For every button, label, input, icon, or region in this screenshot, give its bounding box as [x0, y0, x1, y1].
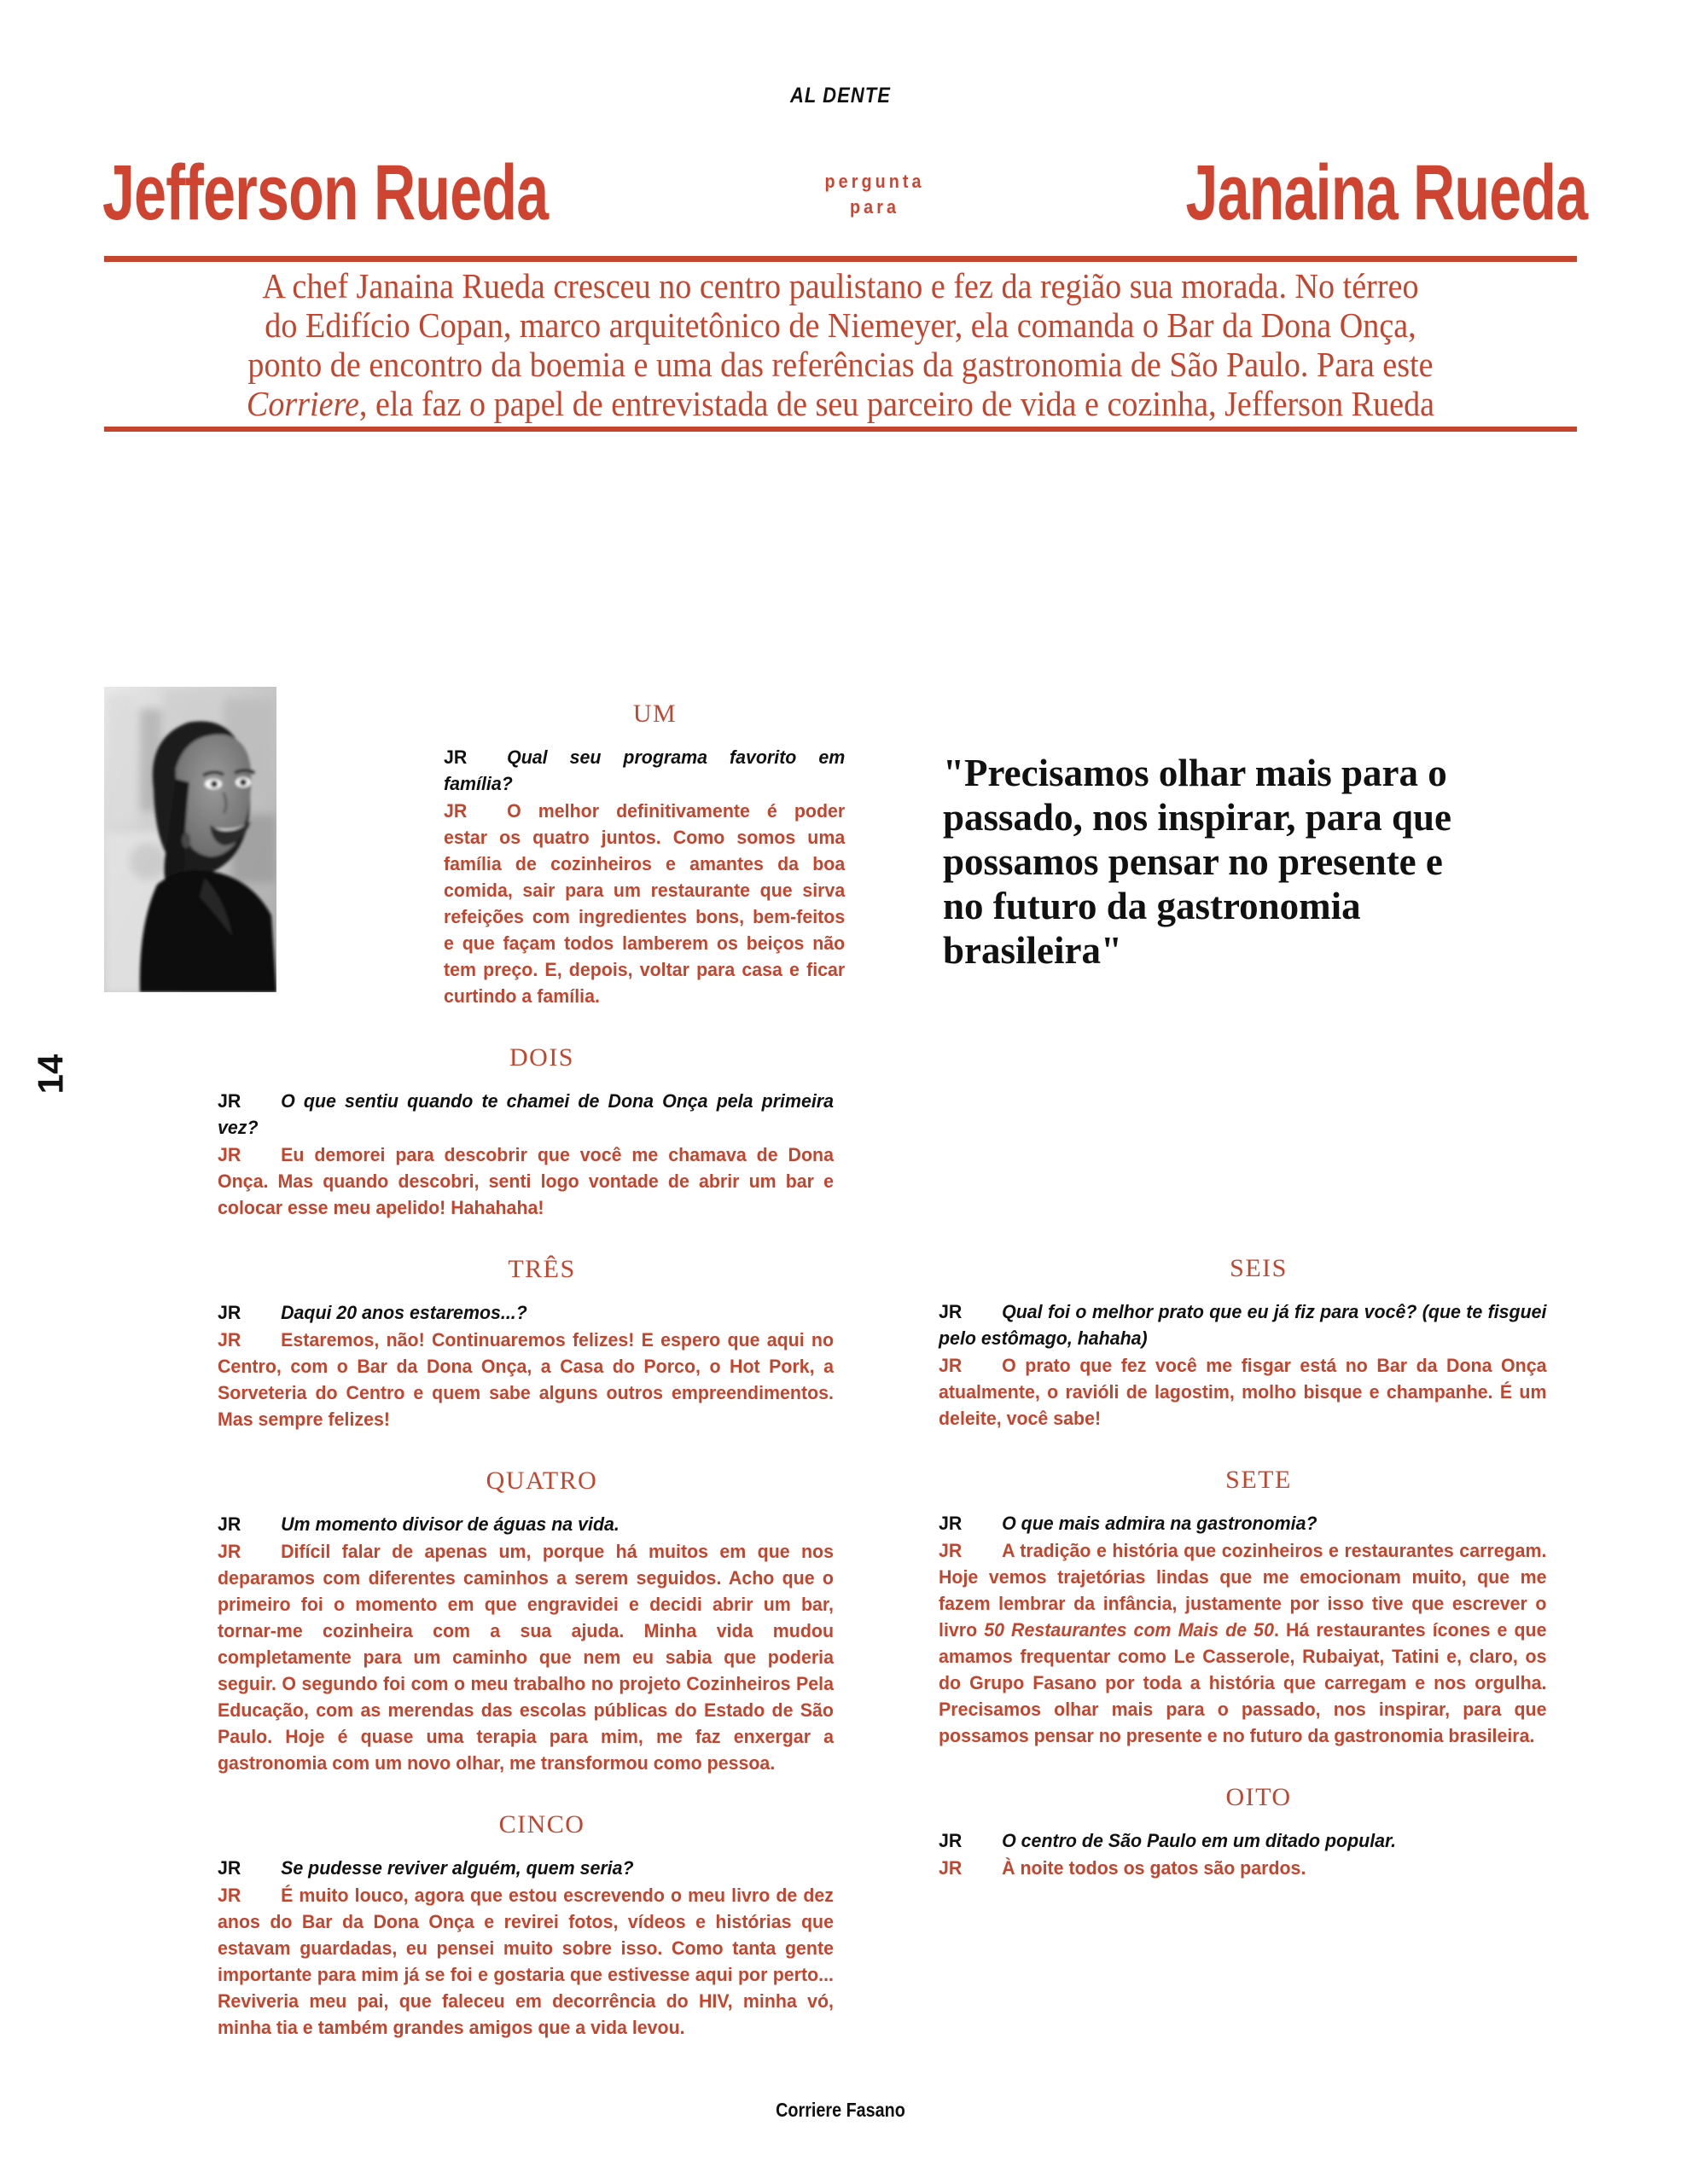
section-seis — [939, 1254, 1579, 1432]
qa-block-dois — [218, 1088, 834, 1221]
standfirst-publication-name: Corriere — [246, 384, 359, 423]
question-text-quatro: Um momento divisor de águas na vida. — [281, 1513, 619, 1535]
spacer-sete-oito — [939, 1749, 1579, 1783]
page-number: 14 — [30, 1054, 71, 1095]
qa-block-sete — [939, 1510, 1547, 1749]
connector-line-2: para — [849, 196, 899, 218]
speaker-tag-answer-um: JR — [444, 800, 468, 822]
headline-connector — [824, 152, 924, 220]
question-text-dois: O que sentiu quando te chamei de Dona Onça pela primeira vez? — [218, 1090, 835, 1138]
speaker-tag-question-tres: JR — [218, 1302, 241, 1323]
speaker-tag-question-sete: JR — [939, 1513, 963, 1534]
speaker-tag-question-cinco: JR — [218, 1857, 241, 1879]
answer-seis — [939, 1352, 1547, 1432]
section-cinco — [218, 1810, 866, 2041]
answer-sete — [939, 1537, 1547, 1749]
spacer-um-dois — [218, 1009, 866, 1043]
spacer-quatro-cinco — [218, 1776, 866, 1810]
rule-below-standfirst — [104, 427, 1577, 432]
footer-publication: Corriere Fasano — [776, 2099, 905, 2121]
speaker-tag-answer-tres: JR — [218, 1329, 241, 1350]
speaker-tag-answer-seis: JR — [939, 1355, 963, 1376]
spacer-tres-quatro — [218, 1432, 866, 1467]
question-text-oito: O centro de São Paulo em um ditado popular. — [1002, 1830, 1397, 1851]
answer-text-um: O melhor definitivamente é poder estar os quatro juntos. Como somos uma família de cozinheiros e amantes da boa comida, sair para um restaurante que sirva refeições com ingredientes bons, bem-feitos e que façam todos lamberem os beiços não tem preço. E, depois, voltar para casa e ficar curtindo a família. — [444, 800, 846, 1007]
speaker-tag-question-quatro: JR — [218, 1513, 241, 1535]
speaker-tag-answer-quatro: JR — [218, 1541, 241, 1562]
question-cinco — [218, 1855, 834, 1881]
headline-row — [102, 149, 1587, 246]
qa-block-seis — [939, 1298, 1547, 1432]
qa-block-um — [444, 744, 845, 1009]
question-dois — [218, 1088, 834, 1141]
pull-quote: "Precisamos olhar mais para o passado, nos inspirar, para que possamos pensar no presente e no futuro da gastronomia brasileira" — [943, 752, 1452, 972]
answer-text-seis: O prato que fez você me fisgar está no Bar da Dona Onça atualmente, o ravióli de lagostim, molho bisque e champanhe. É um deleite, você sabe! — [939, 1355, 1547, 1429]
headline-interviewee-name: Janaina Rueda — [1185, 149, 1587, 236]
section-dois — [218, 1043, 866, 1221]
speaker-tag-answer-cinco: JR — [218, 1885, 241, 1906]
question-text-cinco: Se pudesse reviver alguém, quem seria? — [281, 1857, 634, 1879]
answer-text-tres: Estaremos, não! Continuaremos felizes! E espero que aqui no Centro, com o Bar da Dona Onça, a Casa do Porco, o Hot Pork, a Sorveteria do Centro e quem sabe alguns outros empreendimentos. Mas sempre felizes! — [218, 1329, 835, 1430]
answer-tres — [218, 1327, 834, 1432]
left-column — [218, 700, 866, 2041]
question-text-tres: Daqui 20 anos estaremos...? — [281, 1302, 527, 1323]
speaker-tag-question-seis: JR — [939, 1301, 963, 1322]
answer-um — [444, 798, 845, 1009]
spacer-dois-tres — [218, 1221, 866, 1255]
section-heading-sete: SETE — [1225, 1466, 1292, 1494]
qa-block-quatro — [218, 1511, 834, 1776]
answer-text-sete-part1: A tradição e história que cozinheiros e restaurantes carregam. Hoje vemos trajetórias lindas que me emocionam muito, que me fazem lembrar da infância, justamente por isso tive que escrever o livro — [939, 1540, 1547, 1641]
question-um — [444, 744, 845, 797]
section-heading-seis: SEIS — [1230, 1254, 1288, 1282]
answer-cinco — [218, 1882, 834, 2041]
answer-text-quatro: Difícil falar de apenas um, porque há muitos em que nos deparamos com diferentes caminhos a serem seguidos. Acho que o primeiro foi o momento em que engravidei e decidi abrir um bar, tornar-me cozinheira com a sua ajuda. Minha vida mudou completamente para um caminho que nem eu sabia que poderia seguir. O segundo foi com o meu trabalho no projeto Cozinheiros Pela Educação, com as merendas das escolas públicas do Estado de São Paulo. Hoje é quase uma terapia para mim, me faz enxergar a gastronomia com um novo olhar, me transformou como pessoa. — [218, 1541, 835, 1774]
standfirst — [155, 266, 1525, 423]
section-tres — [218, 1255, 866, 1432]
section-sete — [939, 1466, 1579, 1749]
standfirst-line-3: ponto de encontro da boemia e uma das referências da gastronomia de São Paulo. Para este — [247, 345, 1434, 384]
answer-oito — [939, 1855, 1547, 1881]
qa-block-oito — [939, 1827, 1547, 1881]
question-oito — [939, 1827, 1547, 1854]
qa-block-cinco — [218, 1855, 834, 2041]
question-sete — [939, 1510, 1547, 1536]
answer-text-oito: À noite todos os gatos são pardos. — [1002, 1857, 1306, 1879]
question-text-sete: O que mais admira na gastronomia? — [1002, 1513, 1317, 1534]
qa-block-tres — [218, 1299, 834, 1432]
question-tres — [218, 1299, 834, 1326]
section-heading-tres: TRÊS — [508, 1255, 576, 1283]
speaker-tag-question-dois: JR — [218, 1090, 241, 1112]
answer-text-dois: Eu demorei para descobrir que você me chamava de Dona Onça. Mas quando descobri, senti logo vontade de abrir um bar e colocar esse meu apelido! Hahahaha! — [218, 1144, 835, 1218]
section-heading-cinco: CINCO — [498, 1810, 585, 1838]
section-um — [444, 700, 866, 1009]
question-text-um: Qual seu programa favorito em família? — [444, 746, 846, 794]
section-heading-quatro: QUATRO — [486, 1467, 598, 1495]
standfirst-line-4 — [155, 384, 1525, 423]
speaker-tag-question-oito: JR — [939, 1830, 963, 1851]
book-title-sete: 50 Restaurantes com Mais de 50 — [984, 1619, 1274, 1641]
section-quatro — [218, 1467, 866, 1776]
section-heading-oito: OITO — [1225, 1783, 1292, 1811]
question-text-seis: Qual foi o melhor prato que eu já fiz para você? (que te fisguei pelo estômago, hahaha) — [939, 1301, 1547, 1349]
speaker-tag-answer-dois: JR — [218, 1144, 241, 1165]
speaker-tag-answer-sete: JR — [939, 1540, 963, 1561]
section-oito — [939, 1783, 1579, 1881]
standfirst-line-4-rest: , ela faz o papel de entrevistada de seu parceiro de vida e cozinha, Jefferson Rueda — [358, 384, 1435, 423]
answer-dois — [218, 1141, 834, 1221]
standfirst-line-2: do Edifício Copan, marco arquitetônico de Niemeyer, ela comanda o Bar da Dona Onça, — [265, 305, 1416, 345]
spacer-seis-sete — [939, 1432, 1579, 1466]
answer-text-sete-part2: . Há restaurantes ícones e que amamos frequentar como Le Casserole, Rubaiyat, Tatini e, claro, os do Grupo Fasano por toda a história que carregam e nos orgulha. Precisamos olhar mais para o passado, nos inspirar, para que possamos pensar no presente e no futuro da gastronomia brasileira. — [939, 1619, 1547, 1746]
section-heading-um: UM — [632, 700, 678, 728]
rule-above-standfirst — [104, 256, 1577, 262]
connector-line-1: pergunta — [824, 171, 925, 192]
right-column — [939, 1254, 1579, 1881]
answer-quatro — [218, 1538, 834, 1776]
speaker-tag-question-um: JR — [444, 746, 468, 768]
standfirst-line-1: A chef Janaina Rueda cresceu no centro paulistano e fez da região sua morada. No térreo — [262, 266, 1419, 305]
answer-text-cinco: É muito louco, agora que estou escrevendo o meu livro de dez anos do Bar da Dona Onça e revirei fotos, vídeos e histórias que estavam guardadas, eu pensei muito sobre isso. Como tanta gente importante para mim já se foi e gostaria que estivesse aqui por perto... Reviveria meu pai, que faleceu em decorrência do HIV, minha vó, minha tia e também grandes amigos que a vida levou. — [218, 1885, 835, 2038]
headline-interviewer-name: Jefferson Rueda — [102, 149, 549, 236]
question-quatro — [218, 1511, 834, 1537]
section-heading-dois: DOIS — [509, 1043, 574, 1072]
question-seis — [939, 1298, 1547, 1351]
kicker-al-dente: AL DENTE — [789, 84, 892, 107]
speaker-tag-answer-oito: JR — [939, 1857, 963, 1879]
